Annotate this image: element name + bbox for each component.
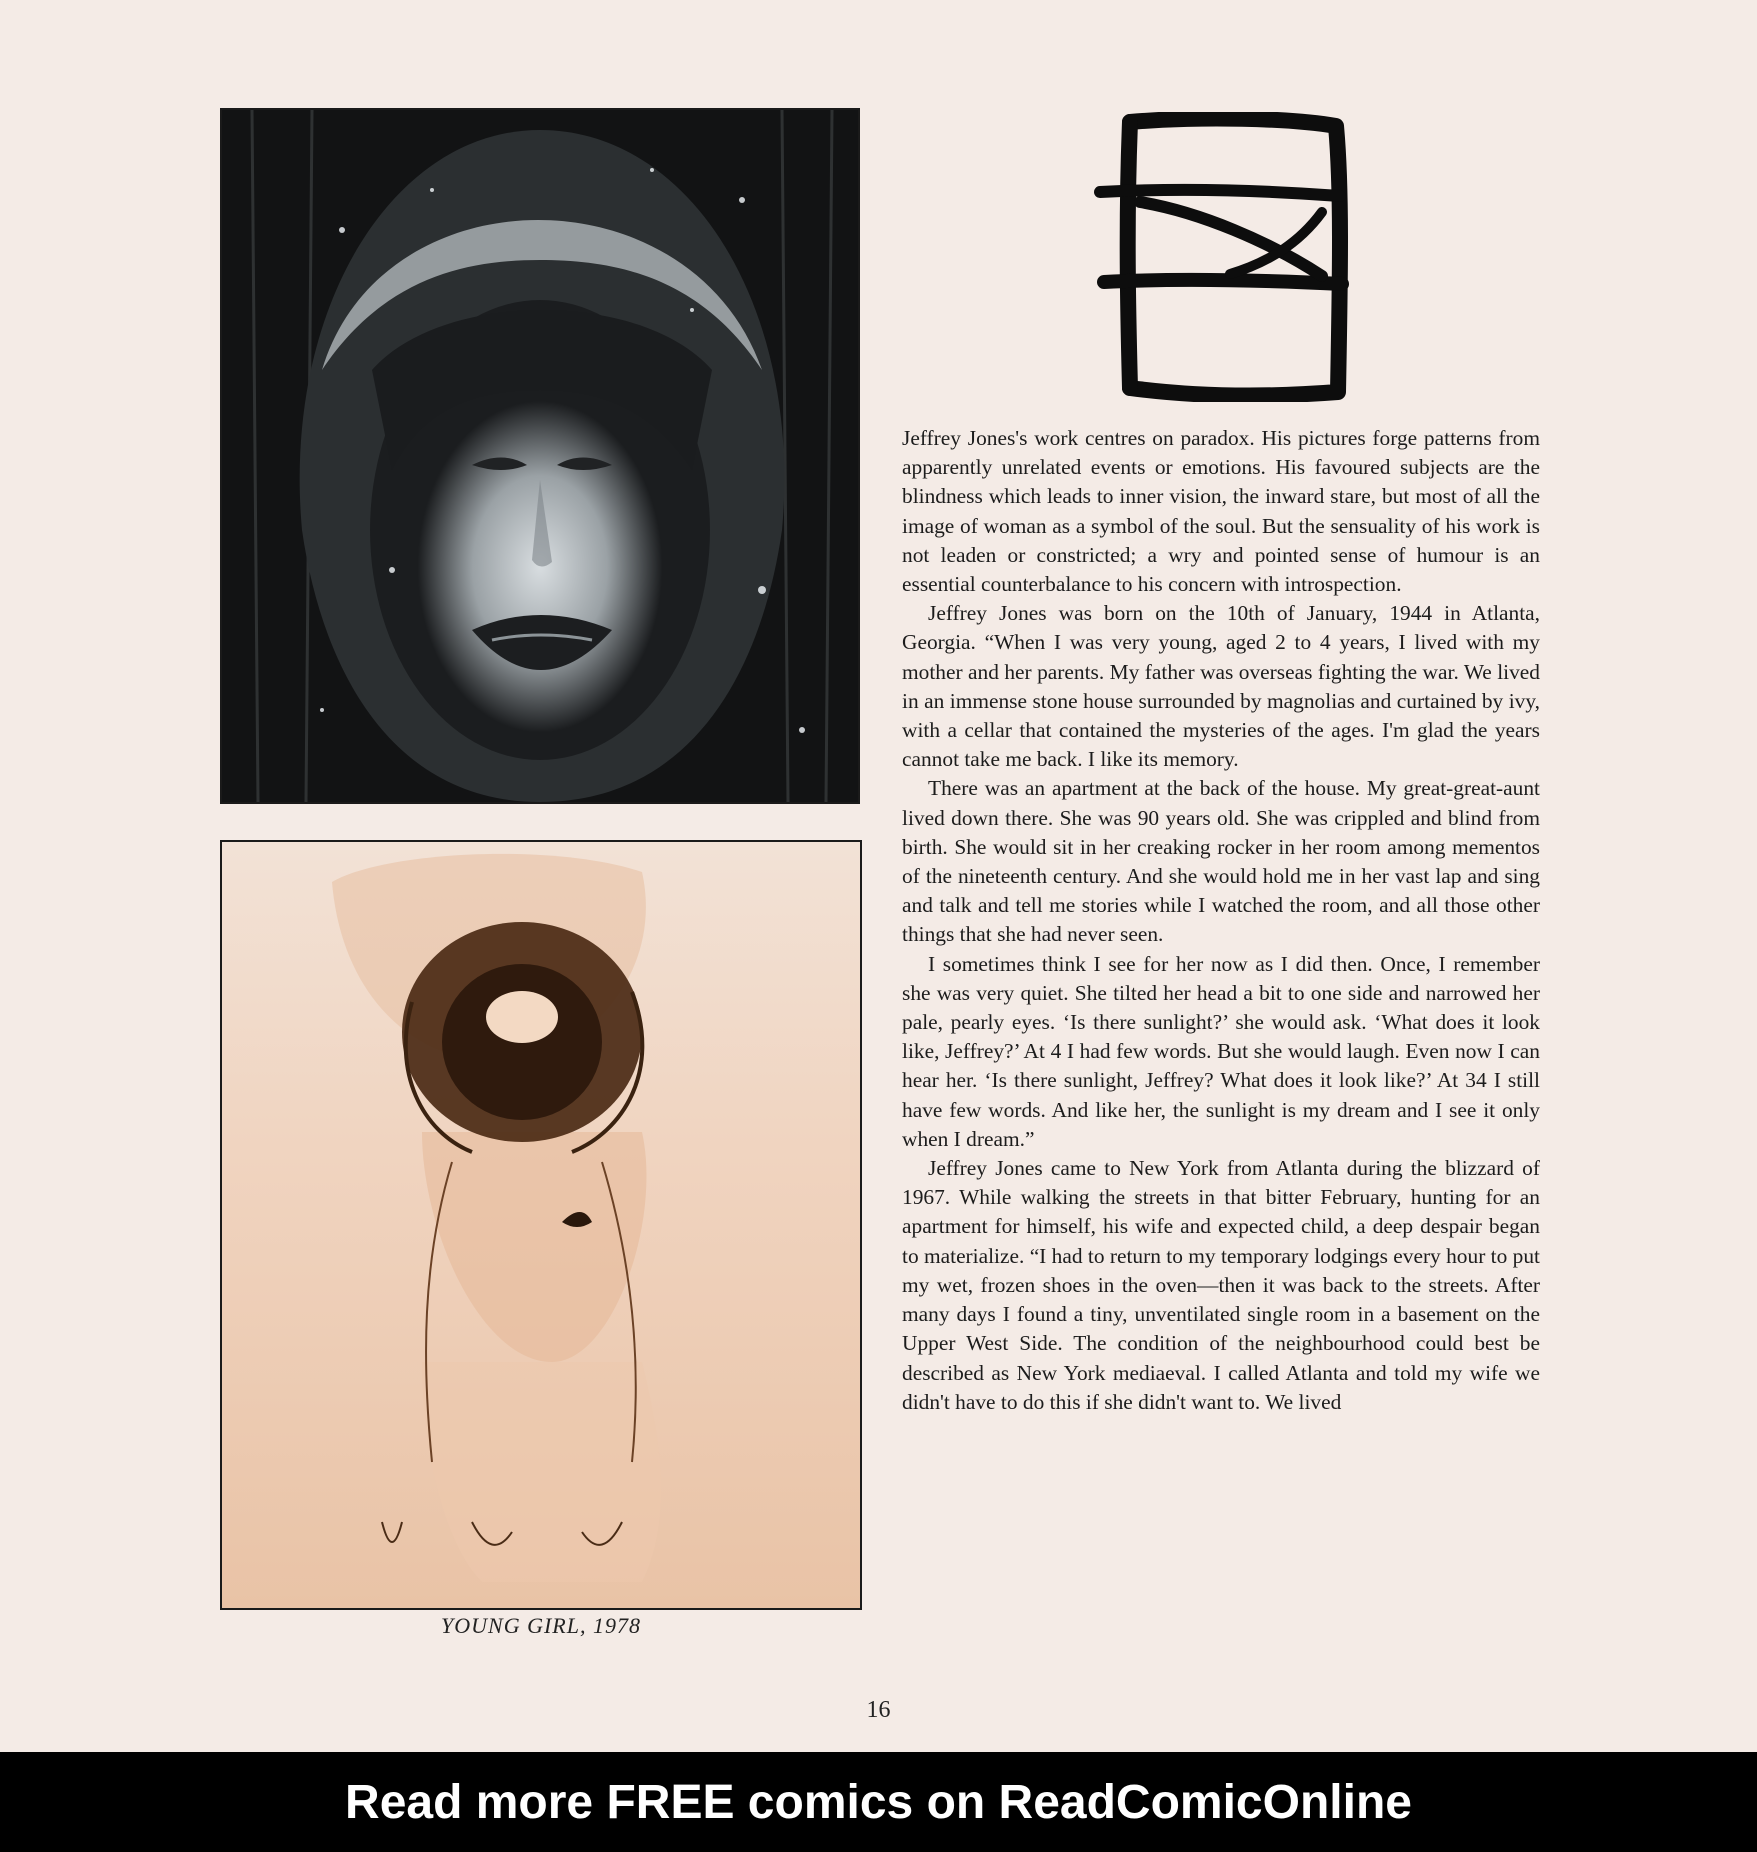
paragraph: I sometimes think I see for her now as I did then. Once, I remember she was very quiet. She tilted her head a bit to one side and narrowed her pale, pearly eyes. ‘Is there sunlight?’ she would ask. ‘What does it look like, Jeffrey?’ At 4 I had few words. But she would laugh. Even now I can hear her. ‘Is there sunlight, Jeffrey? What does it look like?’ At 34 I still have few words. And like her, the sunlight is my dream and I see it only when I dream.”	[902, 951, 1540, 1151]
paragraph: Jeffrey Jones was born on the 10th of January, 1944 in Atlanta, Georgia. “When I was very young, aged 2 to 4 years, I lived with my mother and her parents. My father was overseas fighting the war. We lived in an immense stone house surrounded by magnolias and curtained by ivy, with a cellar that contained the mysteries of the ages. I'm glad the years cannot take me back. I like its memory.	[902, 601, 1540, 772]
young-girl-painting-image	[222, 842, 860, 1608]
initial-letter-glyph	[1090, 112, 1350, 402]
paragraph: There was an apartment at the back of the house. My great-great-aunt lived down there. She was 90 years old. She was crippled and blind from birth. She would sit in her creaking rocker in her room among mementos of the nineteenth century. And she would hold me in her vast lap and sing and talk and tell me stories while I watched the room, and all those other things that she had never seen.	[902, 776, 1540, 947]
article-body	[902, 424, 1540, 1417]
portrait-photo-image	[222, 110, 858, 802]
page-number: 16	[866, 1697, 891, 1723]
paragraph: Jeffrey Jones's work centres on paradox. His pictures forge patterns from apparently unrelated events or emotions. His favoured subjects are the blindness which leads to inner vision, the inward stare, but most of all the image of woman as a symbol of the soul. But the sensuality of his work is not leaden or constricted; a wry and pointed sense of humour is an essential counterbalance to his concern with introspection.	[902, 426, 1540, 597]
promo-banner-text[interactable]: Read more FREE comics on ReadComicOnline	[345, 1775, 1412, 1829]
promo-banner[interactable]	[0, 1752, 1757, 1852]
portrait-photo	[220, 108, 860, 804]
decorative-initial	[1090, 112, 1350, 402]
young-girl-painting	[220, 840, 862, 1610]
painting-caption: YOUNG GIRL, 1978	[441, 1613, 641, 1638]
paragraph: Jeffrey Jones came to New York from Atlanta during the blizzard of 1967. While walking the streets in that bitter February, hunting for an apartment for himself, his wife and expected child, a deep despair began to materialize. “I had to return to my temporary lodgings every hour to put my wet, frozen shoes in the oven—then it was back to the streets. After many days I found a tiny, unventilated single room in a basement on the Upper West Side. The condition of the neighbourhood could best be described as New York mediaeval. I called Atlanta and told my wife we didn't have to do this if she didn't want to. We lived	[902, 1156, 1540, 1414]
